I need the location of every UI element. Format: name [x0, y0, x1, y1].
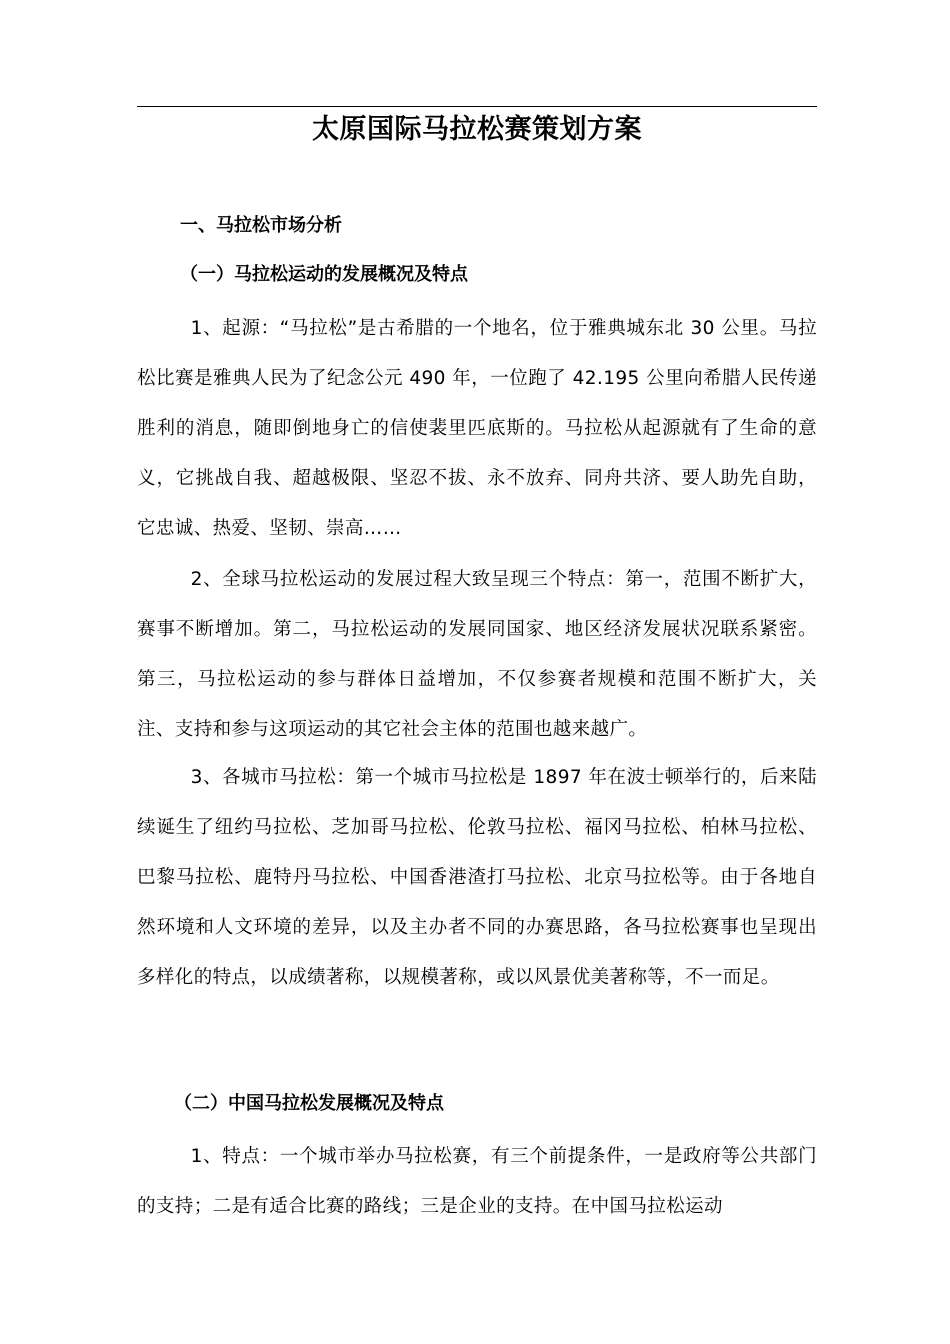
subsection-heading-development-overview: （一）马拉松运动的发展概况及特点 [180, 264, 468, 285]
header-rule [137, 106, 817, 107]
paragraph-global-features: 2、全球马拉松运动的发展过程大致呈现三个特点：第一，范围不断扩大，赛事不断增加。第二，马拉松运动的发展同国家、地区经济发展状况联系紧密。第三，马拉松运动的参与群体日益增加，不仅参赛者规模和范围不断扩大，关注、支持和参与这项运动的其它社会主体的范围也越来越广。 [137, 569, 817, 740]
paragraph-china-features: 1、特点：一个城市举办马拉松赛，有三个前提条件，一是政府等公共部门的支持；二是有适合比赛的路线；三是企业的支持。在中国马拉松运动 [137, 1146, 817, 1217]
paragraph-city-marathons: 3、各城市马拉松：第一个城市马拉松是 1897 年在波士顿举行的，后来陆续诞生了纽约马拉松、芝加哥马拉松、伦敦马拉松、福冈马拉松、柏林马拉松、巴黎马拉松、鹿特丹马拉松、中国香港渣打马拉松、北京马拉松等。由于各地自然环境和人文环境的差异，以及主办者不同的办赛思路，各马拉松赛事也呈现出多样化的特点，以成绩著称，以规模著称，或以风景优美著称等，不一而足。 [137, 767, 817, 988]
document-title: 太原国际马拉松赛策划方案 [312, 114, 642, 145]
paragraph-origin: 1、起源：“马拉松”是古希腊的一个地名，位于雅典城东北 30 公里。马拉松比赛是雅典人民为了纪念公元 490 年，一位跑了 42.195 公里向希腊人民传递胜利的消息，随即倒地身亡的信使裴里匹底斯的。马拉松从起源就有了生命的意义，它挑战自我、超越极限、坚忍不拔、永不放弃、同舟共济、要人助先自助，它忠诚、热爱、坚韧、崇高…… [137, 318, 817, 539]
subsection-heading-china-overview: （二）中国马拉松发展概况及特点 [174, 1093, 444, 1114]
section-heading-market-analysis: 一、马拉松市场分析 [180, 215, 342, 236]
